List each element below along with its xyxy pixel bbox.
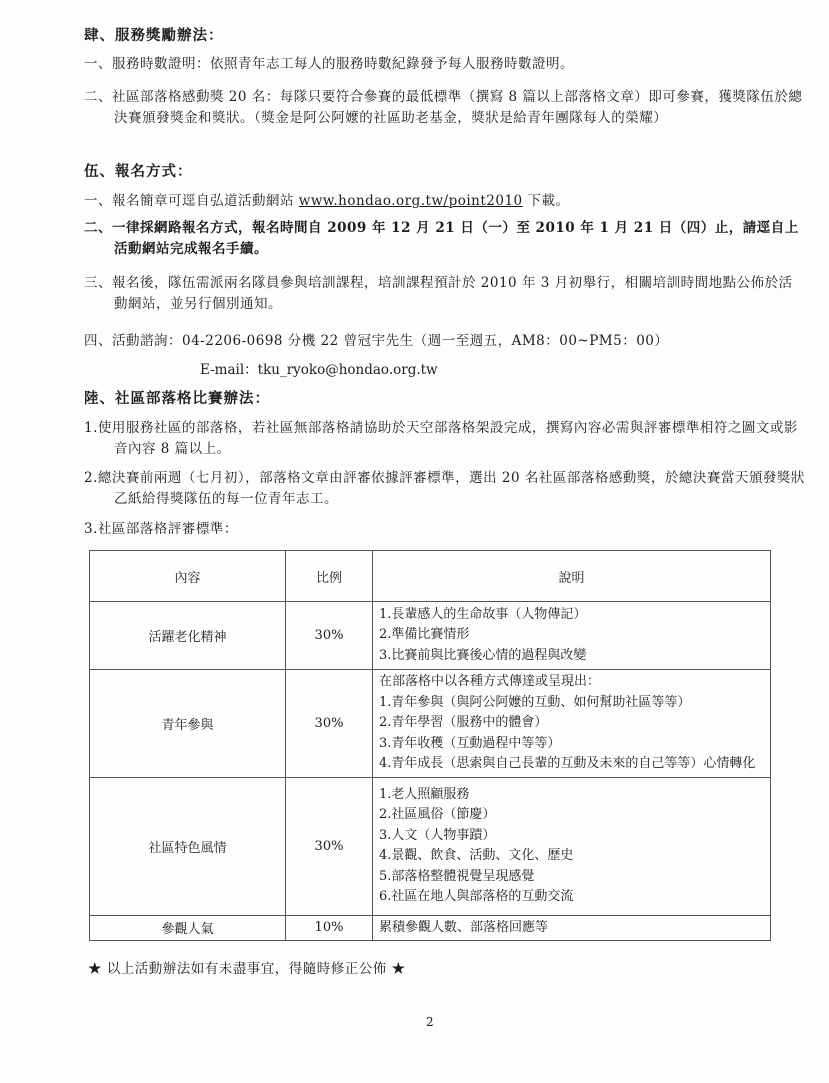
description-line: 2.青年學習（服務中的體會） xyxy=(379,715,548,730)
description-line: 1.老人照顧服務 xyxy=(379,786,470,802)
sec5-item-3: 三、報名後，隊伍需派兩名隊員參與培訓課程，培訓課程預計於 2010 年 3 月初舉行，相關培訓時間地點公佈於活動網站，並另行個別通知。 xyxy=(84,275,793,312)
sec5-item-1-pre: 一、報名簡章可逕自弘道活動網站 xyxy=(84,193,299,209)
description-line: 1.青年參與（與阿公阿嬤的互動、如何幫助社區等等） xyxy=(379,694,691,710)
row-description xyxy=(373,670,771,778)
row-content: 社區特色風情 xyxy=(90,777,286,915)
description-line: 4.青年成長（思索與自己長輩的互動及未來的自己等等）心情轉化 xyxy=(379,756,756,771)
header-content: 內容 xyxy=(90,551,286,602)
row-ratio: 10% xyxy=(286,915,373,941)
criteria-table xyxy=(89,550,771,941)
sec6-item-3: 3.社區部落格評審標準： xyxy=(84,521,238,537)
description-line: 2.準備比賽情形 xyxy=(379,627,470,643)
section-6-heading: 陸、社區部落格比賽辦法： xyxy=(84,390,270,407)
sec4-item-2: 二、社區部落格感動獎 20 名：每隊只要符合參賽的最低標準（撰寫 8 篇以上部落格文章）即可參賽，獲獎隊伍於總決賽頒發獎金和獎狀。（獎金是阿公阿嬤的社區助老基金，獎狀是給青年團隊每人的榮耀） xyxy=(84,89,803,126)
sec6-item-1: 1.使用服務社區的部落格，若社區無部落格請協助於天空部落格架設完成，撰寫內容必需與評審標準相符之圖文或影音內容 8 篇以上。 xyxy=(84,420,798,457)
page-number: 2 xyxy=(426,1015,434,1029)
sec5-item-4: 四、活動諮詢：04-2206-0698 分機 22 曾冠宇先生（週一至週五，AM8：00~PM5：00） xyxy=(84,333,669,349)
contact-email: E-mail：tku_ryoko@hondao.org.tw xyxy=(200,362,438,378)
table-row xyxy=(90,602,771,670)
row-ratio: 30% xyxy=(286,777,373,915)
row-content: 參觀人氣 xyxy=(90,915,286,941)
description-line: 5.部落格整體視覺呈現感覺 xyxy=(379,868,535,884)
footnote: ★ 以上活動辦法如有未盡事宜，得隨時修正公佈 ★ xyxy=(88,961,406,977)
sec5-item-1-post: 下載。 xyxy=(522,193,570,209)
row-content: 活躍老化精神 xyxy=(90,602,286,670)
description-line: 在部落格中以各種方式傳達或呈現出： xyxy=(379,674,601,689)
description-line: 4.景觀、飲食、活動、文化、歷史 xyxy=(379,848,574,863)
header-description: 說明 xyxy=(373,551,771,602)
row-ratio: 30% xyxy=(286,602,373,670)
table-row xyxy=(90,777,771,915)
sec5-item-1 xyxy=(84,191,776,212)
section-4-heading: 肆、服務獎勵辦法： xyxy=(84,27,224,44)
row-description xyxy=(373,915,771,941)
description-line: 6.社區在地人與部落格的互動交流 xyxy=(379,889,574,904)
table-header-row xyxy=(90,551,771,602)
row-content: 青年參與 xyxy=(90,670,286,778)
table-row xyxy=(90,915,771,941)
row-ratio: 30% xyxy=(286,670,373,778)
description-line: 2.社區風俗（節慶） xyxy=(379,807,496,822)
description-line: 3.青年收穫（互動過程中等等） xyxy=(379,735,561,751)
registration-link[interactable]: www.hondao.org.tw/point2010 xyxy=(298,193,523,209)
sec5-item-2: 二、一律採網路報名方式，報名時間自 2009 年 12 月 21 日（一）至 2010 年 1 月 21 日（四）止，請逕自上活動網站完成報名手續。 xyxy=(84,220,799,257)
table-row xyxy=(90,670,771,778)
header-ratio: 比例 xyxy=(286,551,373,602)
description-line: 3.人文（人物事蹟） xyxy=(379,827,496,843)
sec4-item-1: 一、服務時數證明：依照青年志工每人的服務時數紀錄發予每人服務時數證明。 xyxy=(84,56,574,72)
description-line: 3.比賽前與比賽後心情的過程與改變 xyxy=(379,647,587,663)
row-description xyxy=(373,777,771,915)
description-line: 1.長輩感人的生命故事（人物傳記） xyxy=(379,606,587,622)
section-5-heading: 伍、報名方式： xyxy=(84,163,193,180)
description-line: 累積參觀人數、部落格回應等 xyxy=(379,919,549,935)
row-description xyxy=(373,602,771,670)
sec6-item-2: 2.總決賽前兩週（七月初），部落格文章由評審依據評審標準，選出 20 名社區部落格感動獎，於總決賽當天頒發獎狀乙紙給得獎隊伍的每一位青年志工。 xyxy=(84,470,805,507)
